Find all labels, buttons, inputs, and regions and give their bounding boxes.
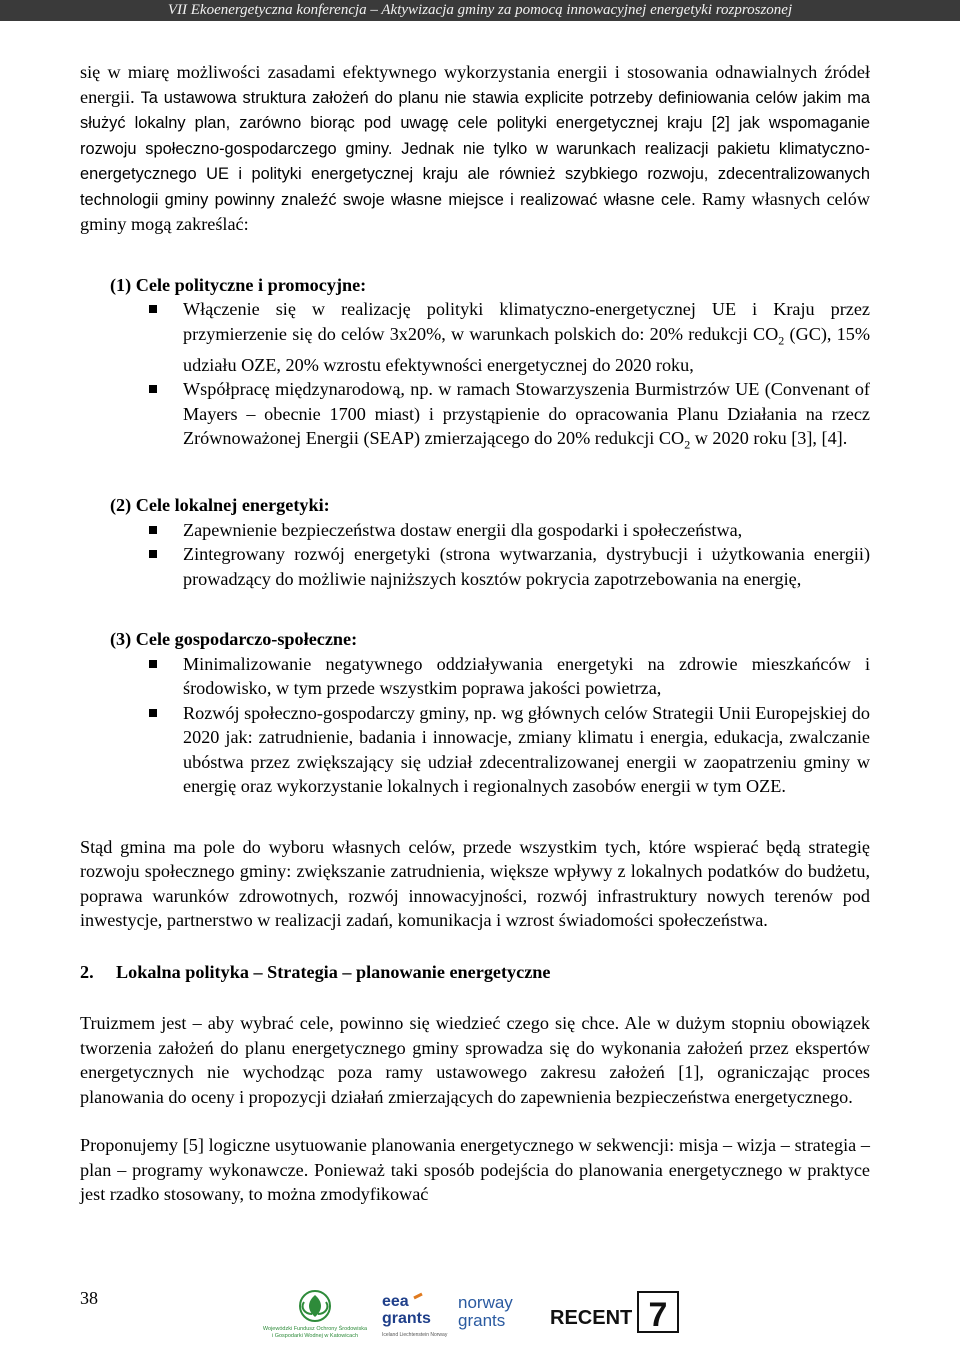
recent-logo	[548, 1300, 633, 1334]
list-item: Włączenie się w realizację polityki klimatyczno-energetycznej UE i Kraju przez przymierzenie się do celów 3x20%, w warunkach polskich do: 20% redukcji $CO_2$ (GC), 15% udziału OZE, 20% wzrostu efektywności energetycznej do 2020 roku,	[183, 297, 870, 377]
bullet-list	[80, 518, 870, 592]
section-2-paragraph-2: Proponujemy [5] logiczne usytuowanie planowania energetycznego w sekwencji: misja – wizja – strategia – plan – programy wykonawcze. Ponieważ taki sposób podejścia do planowania energetycznego w praktyce jest rzadko stosowany, to można zmodyfikować	[80, 1135, 870, 1205]
svg-text:Wojewódzki Fundusz Ochrony Śro: Wojewódzki Fundusz Ochrony Środowiska	[262, 1326, 368, 1332]
section-number: 2.	[80, 961, 94, 982]
intro-text-2: Ta ustawowa struktura założeń do planu nie stawia explicite potrzeby definiowania celów jakim ma służyć lokalny plan, zarówno biorąc pod uwagę cele polityki energetycznej kraju [2] jak wspomaganie rozwoju społeczno-gospodarczego gminy. Jednak nie tylko w warunkach realizacji pakietu klimatyczno-energetycznego UE i polityki energetycznej kraju ale również szybkiego rozwoju, zdecentralizowanych technologii gminy powinny znaleźć swoje własne miejsce i realizować własne cele.	[80, 88, 871, 209]
section-2-heading	[80, 960, 870, 985]
list-item: Współpracę międzynarodową, np. w ramach Stowarzyszenia Burmistrzów UE (Convenant of Mayers – obecnie 1700 miast) i przystąpienie do opracowania Planu Działania na rzecz Zrównoważonej Energii (SEAP) zmierzającego do 20% redukcji $CO_2$ w 2020 roku [3], [4].	[183, 377, 870, 457]
bullet-list	[80, 297, 870, 457]
svg-text:eea: eea	[382, 1293, 409, 1310]
intro-paragraph	[80, 60, 870, 237]
goal-section-economic	[80, 627, 870, 799]
svg-text:7: 7	[648, 1296, 668, 1334]
section-2-title: Lokalna polityka – Strategia – planowanie energetyczne	[116, 961, 551, 982]
list-item: Minimalizowanie negatywnego oddziaływania energetyki na zdrowie mieszkańców i środowisko, w tym przede wszystkim poprawa jakości powietrza,	[183, 652, 870, 701]
sponsor-logos	[260, 1288, 690, 1342]
wfos-logo	[260, 1290, 370, 1340]
bullet-list	[80, 652, 870, 799]
svg-text:Iceland Liechtenstein Norway: Iceland Liechtenstein Norway	[382, 1332, 448, 1338]
svg-text:grants: grants	[382, 1310, 431, 1327]
svg-text:RECENT: RECENT	[550, 1307, 633, 1329]
closing-paragraph: Stąd gmina ma pole do wyboru własnych celów, przede wszystkim tych, które wspierać będą strategię rozwoju społecznego gminy: zwiększanie zatrudnienia, większe wpływy z lokalnych podatków do budżetu, poprawa warunków zdrowotnych, rozwój innowacyjności, rozwój infrastruktury nowych terenów pod inwestycje, partnerstwo w realizacji zadań, komunikacja i wzrost świadomości społeczeństwa.	[80, 836, 870, 931]
eea-grants-logo	[378, 1290, 448, 1342]
intro-text-3: Ramy własnych celów gminy mogą zakreślać:	[80, 188, 871, 234]
page-number: 38	[80, 1288, 98, 1308]
list-item: Rozwój społeczno-gospodarczy gminy, np. wg głównych celów Strategii Unii Europejskiej do 2020 jak: zatrudnienie, badania i innowacje, zmiany klimatu i energia, edukacja, zwalczanie ubóstwa przez zwiększający się udział zdecentralizowanej energii w zaopatrzeniu gminy w energię oraz wykorzystanie lokalnych i regionalnych zasobów energii w tym OZE.	[183, 701, 870, 799]
list-item: Zintegrowany rozwój energetyki (strona wytwarzania, dystrybucji i użytkowania energii) prowadzący do możliwie najniższych kosztów pokrycia zapotrzebowania na energię,	[183, 542, 870, 591]
goal-section-energy	[80, 493, 870, 591]
svg-text:grants: grants	[458, 1311, 506, 1330]
document-body	[80, 60, 870, 1207]
page-header	[0, 0, 960, 21]
section-title: (3) Cele gospodarczo-społeczne:	[110, 629, 358, 650]
section-2-paragraph-1: Truizmem jest – aby wybrać cele, powinno się wiedzieć czego się chce. Ale w dużym stopniu obowiązek tworzenia założeń do planu energetycznego gminy sprowadza się do wykonania założeń przez ekspertów energetycznych nie wychodząc poza ramy ustawowego zakresu założeń [1], ograniczając proces planowania do oceny i propozycji działań zmierzających do zapewnienia bezpieczeństwa energetycznego.	[80, 1013, 870, 1107]
intro-text-1: się w miarę możliwości zasadami efektywnego wykorzystania energii i stosowania odnawialnych źródeł energii.	[80, 62, 870, 107]
svg-text:norway: norway	[458, 1293, 513, 1312]
header-title: VII Ekoenergetyczna konferencja – Aktywizacja gminy za pomocą innowacyjnej energetyki rozproszonej	[167, 2, 793, 18]
svg-text:i Gospodarki Wodnej w Katowica: i Gospodarki Wodnej w Katowicach	[271, 1333, 359, 1339]
norway-grants-logo	[456, 1292, 536, 1336]
fp7-logo	[636, 1290, 682, 1338]
wfos-emblem-icon	[260, 1290, 370, 1340]
list-item: Zapewnienie bezpieczeństwa dostaw energii dla gospodarki i społeczeństwa,	[183, 518, 870, 543]
section-title: (2) Cele lokalnej energetyki:	[110, 495, 330, 516]
goal-section-political	[80, 273, 870, 458]
section-title: (1) Cele polityczne i promocyjne:	[110, 274, 367, 295]
